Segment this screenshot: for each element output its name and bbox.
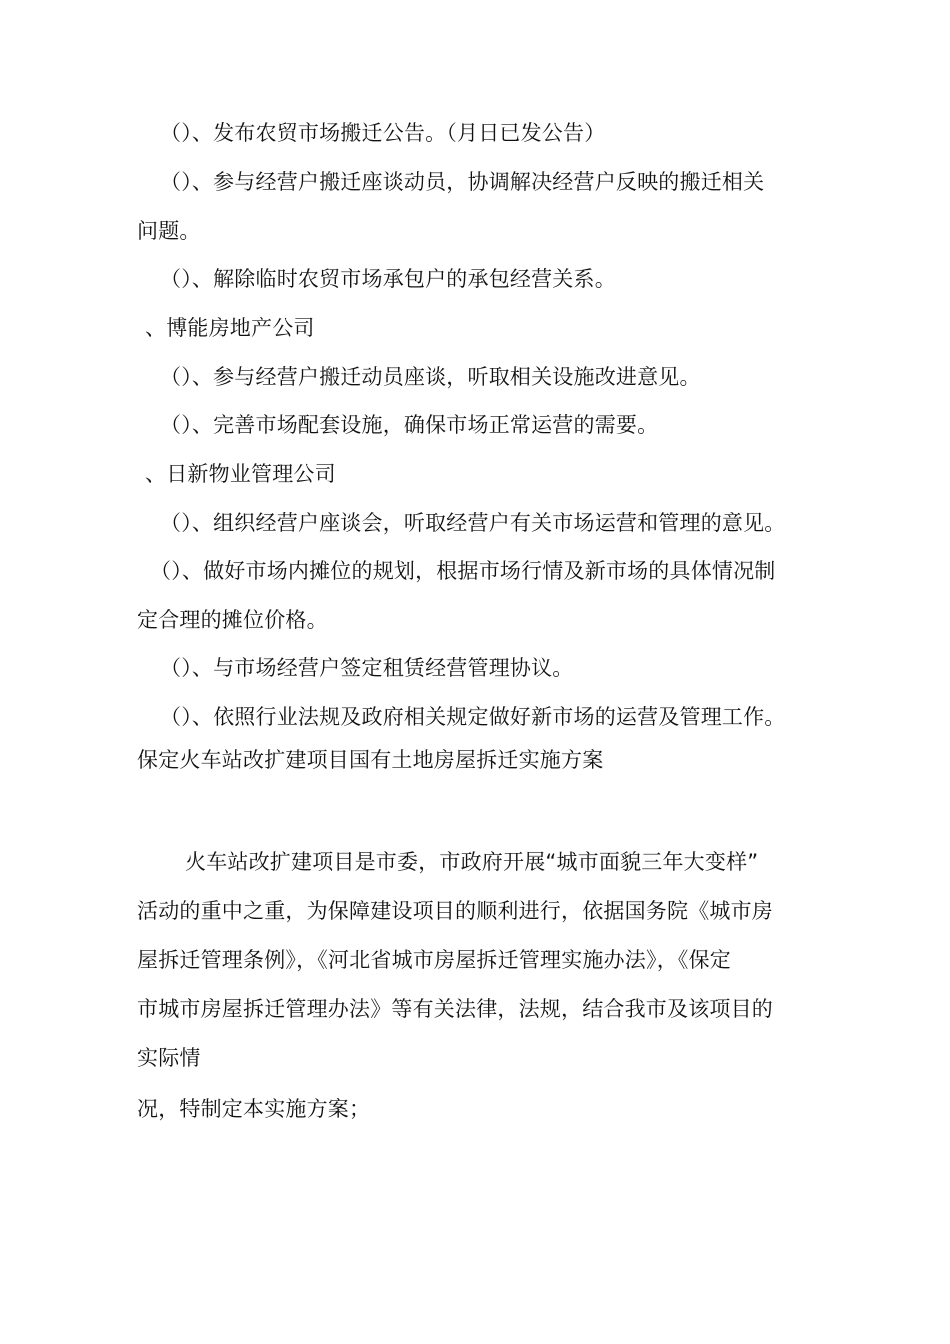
paragraph-line: 活动的重中之重，为保障建设项目的顺利进行，依据国务院《城市房 (137, 899, 773, 923)
text-line: 问题。 (137, 219, 201, 243)
text-line: 定合理的摊位价格。 (137, 608, 328, 632)
paragraph-line: 市城市房屋拆迁管理办法》等有关法律，法规，结合我市及该项目的 (137, 997, 773, 1021)
paragraph-line: 实际情 (137, 1046, 201, 1070)
text-line: （）、依照行业法规及政府相关规定做好新市场的运营及管理工作。 (160, 705, 786, 729)
text-line: （）、参与经营户搬迁座谈动员，协调解决经营户反映的搬迁相关 (160, 170, 765, 194)
text-line: （）、组织经营户座谈会，听取经营户有关市场运营和管理的意见。 (160, 511, 786, 535)
text-line: （）、发布农贸市场搬迁公告。（月日已发公告） (160, 121, 606, 145)
text-line: （）、参与经营户搬迁动员座谈，听取相关设施改进意见。 (160, 365, 701, 389)
paragraph-line: 况，特制定本实施方案； (137, 1097, 371, 1121)
text-line: （）、完善市场配套设施，确保市场正常运营的需要。 (160, 413, 659, 437)
text-line: （）、与市场经营户签定租赁经营管理协议。 (160, 656, 574, 680)
paragraph-line: 火车站改扩建项目是市委，市政府开展“城市面貌三年大变样” (185, 850, 759, 874)
section-heading: 、日新物业管理公司 (145, 462, 336, 486)
text-line: （）、解除临时农贸市场承包户的承包经营关系。 (160, 267, 616, 291)
section-heading: 、博能房地产公司 (145, 316, 315, 340)
text-line: （）、做好市场内摊位的规划，根据市场行情及新市场的具体情况制 (150, 559, 776, 583)
paragraph-line: 屋拆迁管理条例》，《河北省城市房屋拆迁管理实施办法》，《保定 (137, 948, 731, 972)
document-title: 保定火车站改扩建项目国有土地房屋拆迁实施方案 (137, 748, 604, 772)
